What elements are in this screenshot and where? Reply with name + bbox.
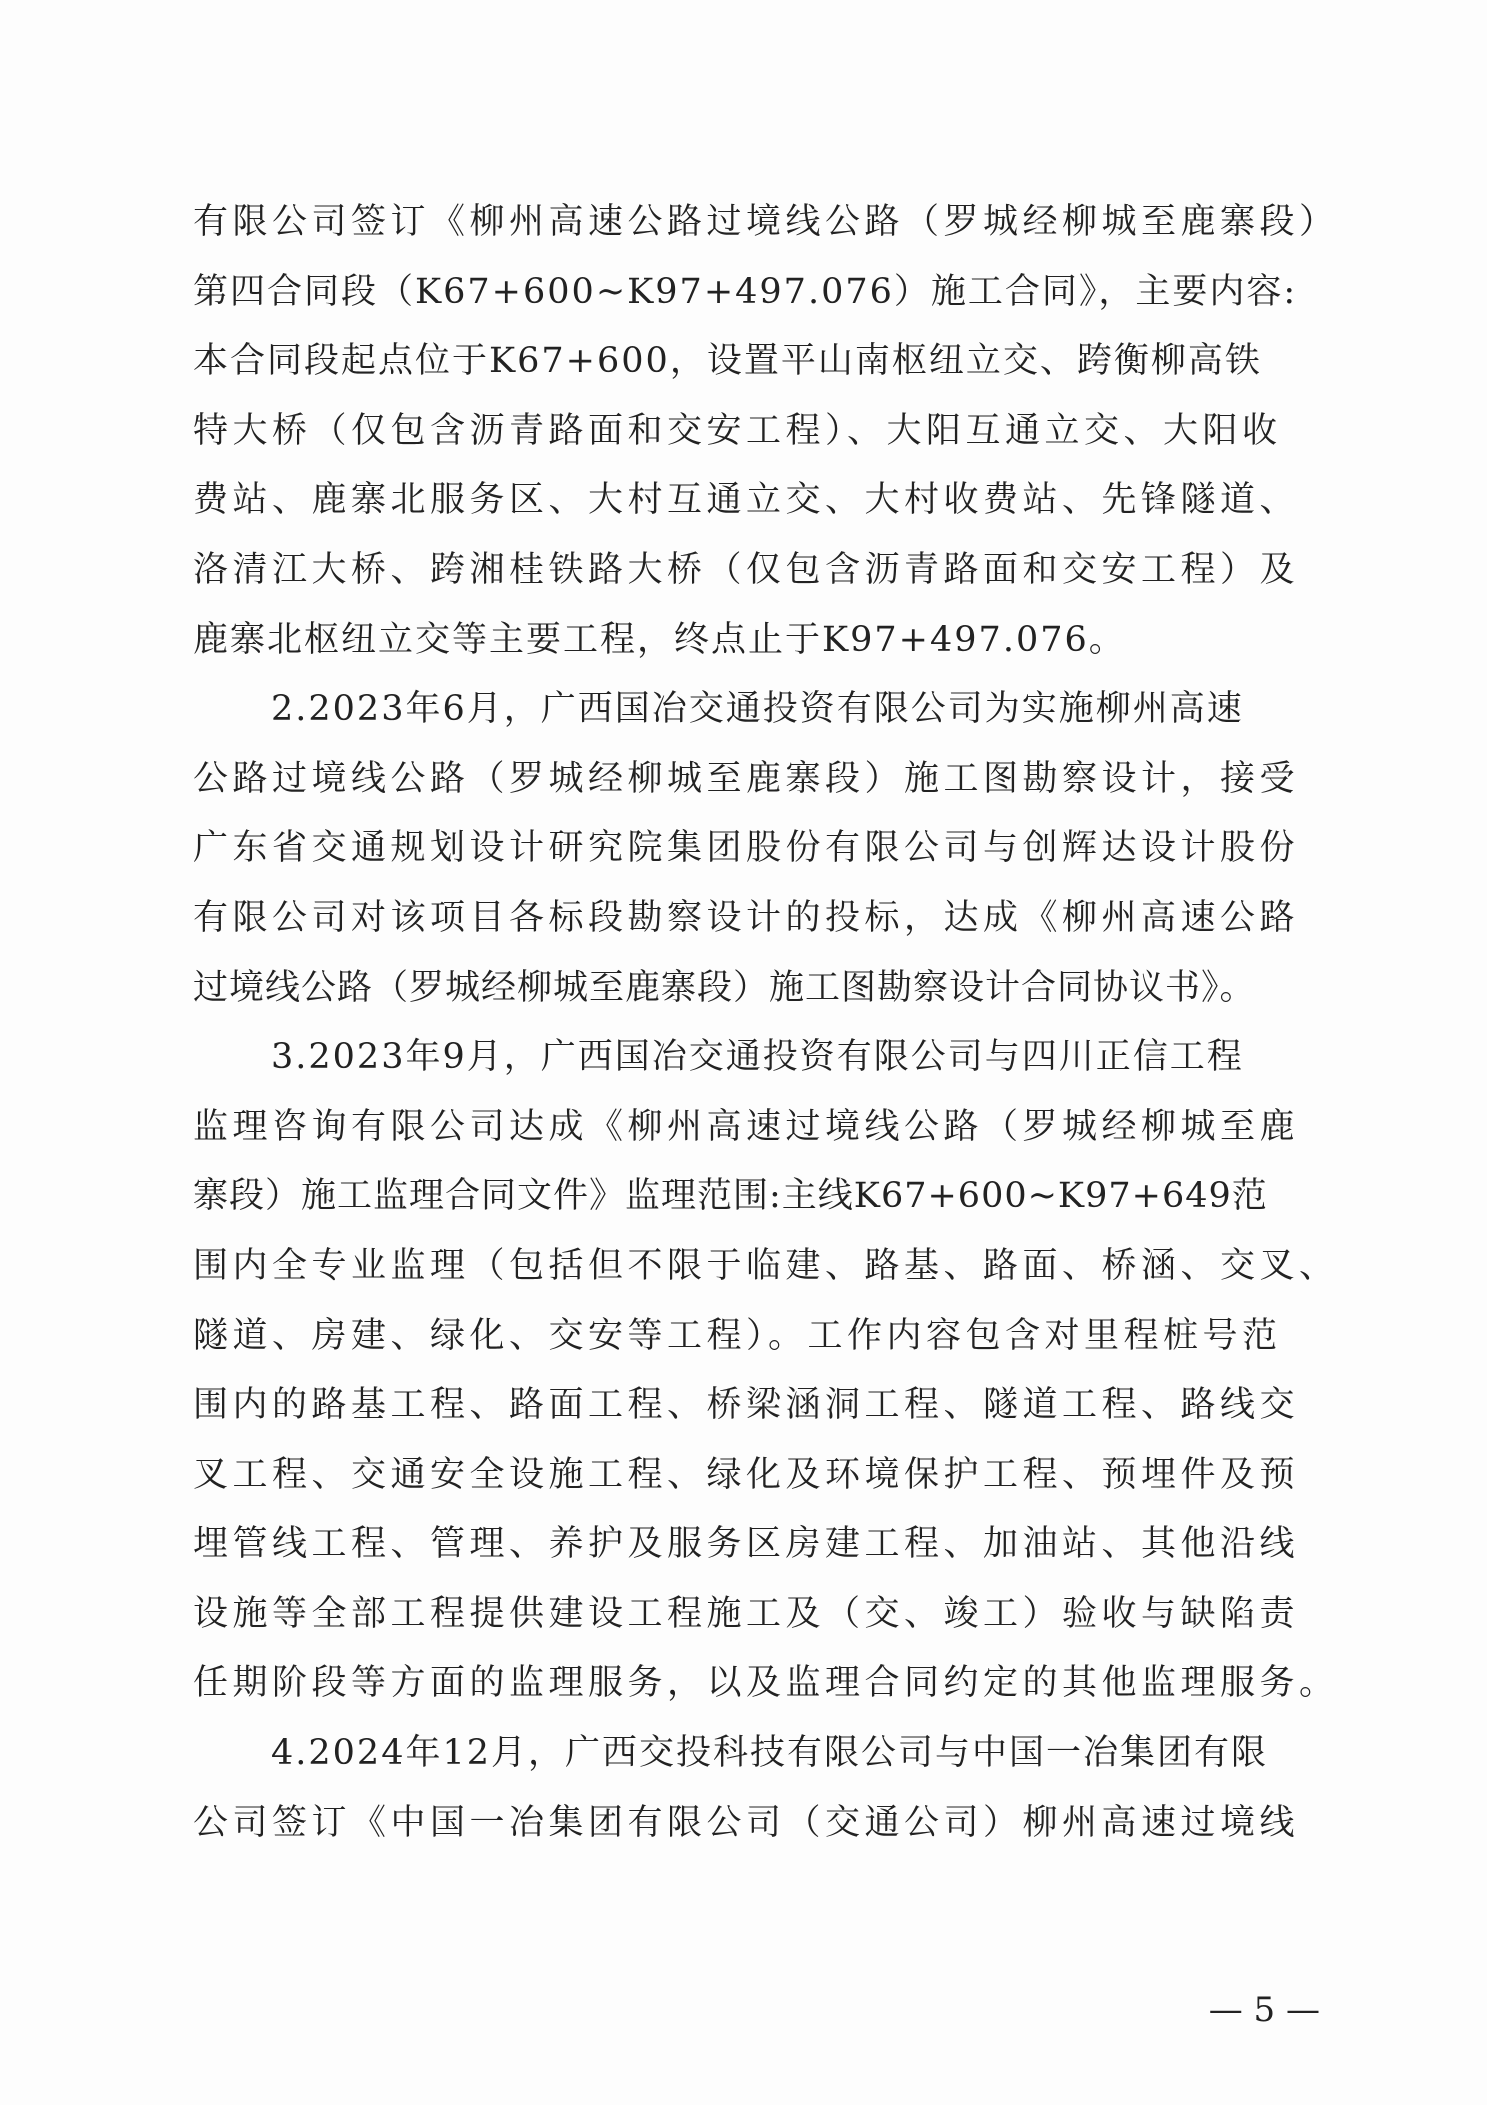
text-line: 设施等全部工程提供建设工程施工及（交、竣工）验收与缺陷责	[193, 1593, 1300, 1634]
document-body	[193, 188, 1339, 1858]
paragraph-start-line: 2.2023年6月，广西国冶交通投资有限公司为实施柳州高速	[271, 689, 1244, 730]
text-line: 公路过境线公路（罗城经柳城至鹿寨段）施工图勘察设计，接受	[193, 758, 1300, 799]
text-line: 费站、鹿寨北服务区、大村互通立交、大村收费站、先锋隧道、	[193, 480, 1300, 521]
paragraph-start-line: 4.2024年12月，广西交投科技有限公司与中国一冶集团有限	[271, 1733, 1269, 1774]
text-line: 公司签订《中国一冶集团有限公司（交通公司）柳州高速过境线	[193, 1802, 1300, 1843]
text-line: 过境线公路（罗城经柳城至鹿寨段）施工图勘察设计合同协议书》。	[193, 967, 1256, 1008]
paragraph-start-line: 3.2023年9月，广西国冶交通投资有限公司与四川正信工程	[271, 1037, 1244, 1078]
text-line: 洛清江大桥、跨湘桂铁路大桥（仅包含沥青路面和交安工程）及	[193, 549, 1300, 590]
text-line: 广东省交通规划设计研究院集团股份有限公司与创辉达设计股份	[193, 828, 1300, 869]
page-number: — 5 —	[1208, 1990, 1320, 2030]
text-line: 任期阶段等方面的监理服务，以及监理合同约定的其他监理服务。	[193, 1663, 1339, 1704]
text-line: 围内的路基工程、路面工程、桥梁涵洞工程、隧道工程、路线交	[193, 1385, 1300, 1426]
text-line: 围内全专业监理（包括但不限于临建、路基、路面、桥涵、交叉、	[193, 1245, 1339, 1286]
text-line: 有限公司对该项目各标段勘察设计的投标，达成《柳州高速公路	[193, 897, 1300, 938]
text-line: 埋管线工程、管理、养护及服务区房建工程、加油站、其他沿线	[193, 1524, 1300, 1565]
text-line: 第四合同段（K67+600~K97+497.076）施工合同》，主要内容:	[193, 271, 1298, 312]
text-line: 叉工程、交通安全设施工程、绿化及环境保护工程、预埋件及预	[193, 1454, 1300, 1495]
text-line: 本合同段起点位于K67+600，设置平山南枢纽立交、跨衡柳高铁	[193, 341, 1262, 382]
text-line: 鹿寨北枢纽立交等主要工程，终点止于K97+497.076。	[193, 619, 1126, 660]
text-line: 寨段）施工监理合同文件》监理范围:主线K67+600~K97+649范	[193, 1176, 1268, 1217]
text-line: 隧道、房建、绿化、交安等工程）。工作内容包含对里程桩号范	[193, 1315, 1282, 1356]
text-line: 特大桥（仅包含沥青路面和交安工程）、大阳互通立交、大阳收	[193, 410, 1282, 451]
text-line: 有限公司签订《柳州高速公路过境线公路（罗城经柳城至鹿寨段）	[193, 202, 1339, 242]
text-line: 监理咨询有限公司达成《柳州高速过境线公路（罗城经柳城至鹿	[193, 1106, 1300, 1147]
